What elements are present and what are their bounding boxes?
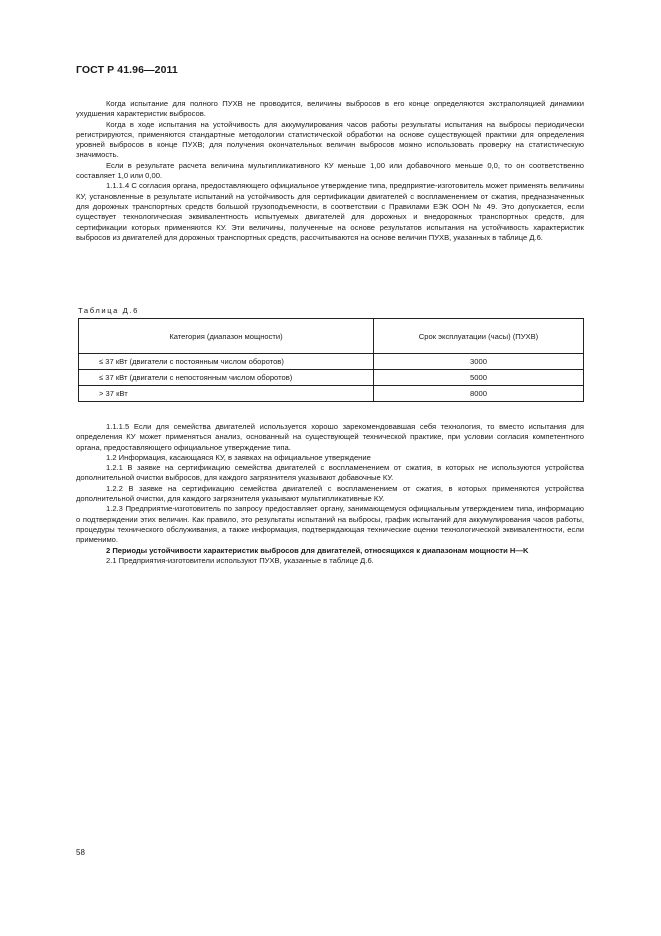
header-lifetime: Срок эксплуатации (часы) (ПУХВ) bbox=[374, 319, 584, 354]
paragraph: Когда испытание для полного ПУХВ не проводится, величины выбросов в его конце определяются экстраполяцией динамики ухудшения характеристик выбросов. bbox=[76, 99, 584, 119]
cell-hours: 3000 bbox=[374, 354, 584, 370]
cell-category: ≤ 37 кВт (двигатели с постоянным числом оборотов) bbox=[79, 354, 374, 370]
paragraph: 1.1.1.4 С согласия органа, предоставляющего официальное утверждение типа, предприятие-изготовитель может применять величины КУ, установленные в результате испытаний на устойчивость для сертификации двигателей с воспламенением от сжатия, предназначенных для дорожных транспортных средств большой грузоподъемности, в соответствии с Правилами ЕЭК ООН № 49. Это допускается, если существует технологическая эквивалентность испытуемых двигателей для дорожных и внедорожных транспортных средств, для сертификации которых применяются КУ. Эти величины, полученные на основе результатов испытания на устойчивость характеристик выбросов из двигателей для дорожных транспортных средств, рассчитываются на основе величин ПУХВ, указанных в таблице Д.6. bbox=[76, 181, 584, 242]
table-row bbox=[79, 386, 584, 402]
header-category: Категория (диапазон мощности) bbox=[79, 319, 374, 354]
table-header-row bbox=[79, 319, 584, 354]
document-header: ГОСТ Р 41.96—2011 bbox=[76, 64, 178, 76]
table-row bbox=[79, 354, 584, 370]
section-heading: 2 Периоды устойчивости характеристик выбросов для двигателей, относящихся к диапазонам мощности H—K bbox=[106, 545, 529, 555]
table-row bbox=[79, 370, 584, 386]
paragraph: 1.2.3 Предприятие-изготовитель по запросу предоставляет органу, занимающемуся официальным утверждением типа, информацию о подтверждении этих величин. Как правило, это результаты испытаний на выбросы, график испытаний для аккумулирования часов работы, процедуры технического обслуживания, а также информация, подтверждающая технические оценки технологической эквивалентности, если применимо. bbox=[76, 504, 584, 545]
paragraph: 1.2.2 В заявке на сертификацию семейства двигателей с воспламенением от сжатия, в которых применяются устройства дополнительной очистки, для каждого загрязнителя указывают мультипликативные КУ. bbox=[76, 483, 584, 504]
paragraph: Если в результате расчета величина мультипликативного КУ меньше 1,00 или добавочного меньше 0,0, то он соответственно составляет 1,0 или 0,00. bbox=[76, 160, 584, 181]
cell-category: ≤ 37 кВт (двигатели с непостоянным числом оборотов) bbox=[79, 370, 374, 386]
paragraph: 1.2 Информация, касающаяся КУ, в заявках на официальное утверждение bbox=[106, 452, 371, 462]
body-text-top bbox=[76, 99, 584, 243]
page-number: 58 bbox=[76, 848, 85, 857]
paragraph: 1.1.1.5 Если для семейства двигателей используется хорошо зарекомендовавшая себя технология, то вместо испытания для определения КУ может применяться анализ, основанный на существующей технической практике, при условии согласия компетентного органа, предоставляющего официальное утверждение типа. bbox=[76, 422, 584, 452]
body-text-bottom bbox=[76, 422, 584, 566]
table-d6 bbox=[78, 318, 584, 402]
table-caption: Таблица Д.6 bbox=[78, 306, 139, 315]
cell-category: > 37 кВт bbox=[79, 386, 374, 402]
paragraph: Когда в ходе испытания на устойчивость для аккумулирования часов работы результаты испытания на выбросы периодически регистрируются, применяются стандартные методологии статистической обработки на основе существующей практики для определения уровней выбросов в конце ПУХВ; для получения окончательных величин выбросов можно использовать проверку на статистическую значимость. bbox=[76, 119, 584, 160]
cell-hours: 8000 bbox=[374, 386, 584, 402]
cell-hours: 5000 bbox=[374, 370, 584, 386]
paragraph: 1.2.1 В заявке на сертификацию семейства двигателей с воспламенением от сжатия, в которых не используются устройства дополнительной очистки выбросов, для каждого загрязнителя указывают добавочные КУ. bbox=[76, 463, 584, 483]
paragraph: 2.1 Предприятия-изготовители используют ПУХВ, указанные в таблице Д.6. bbox=[106, 555, 374, 565]
